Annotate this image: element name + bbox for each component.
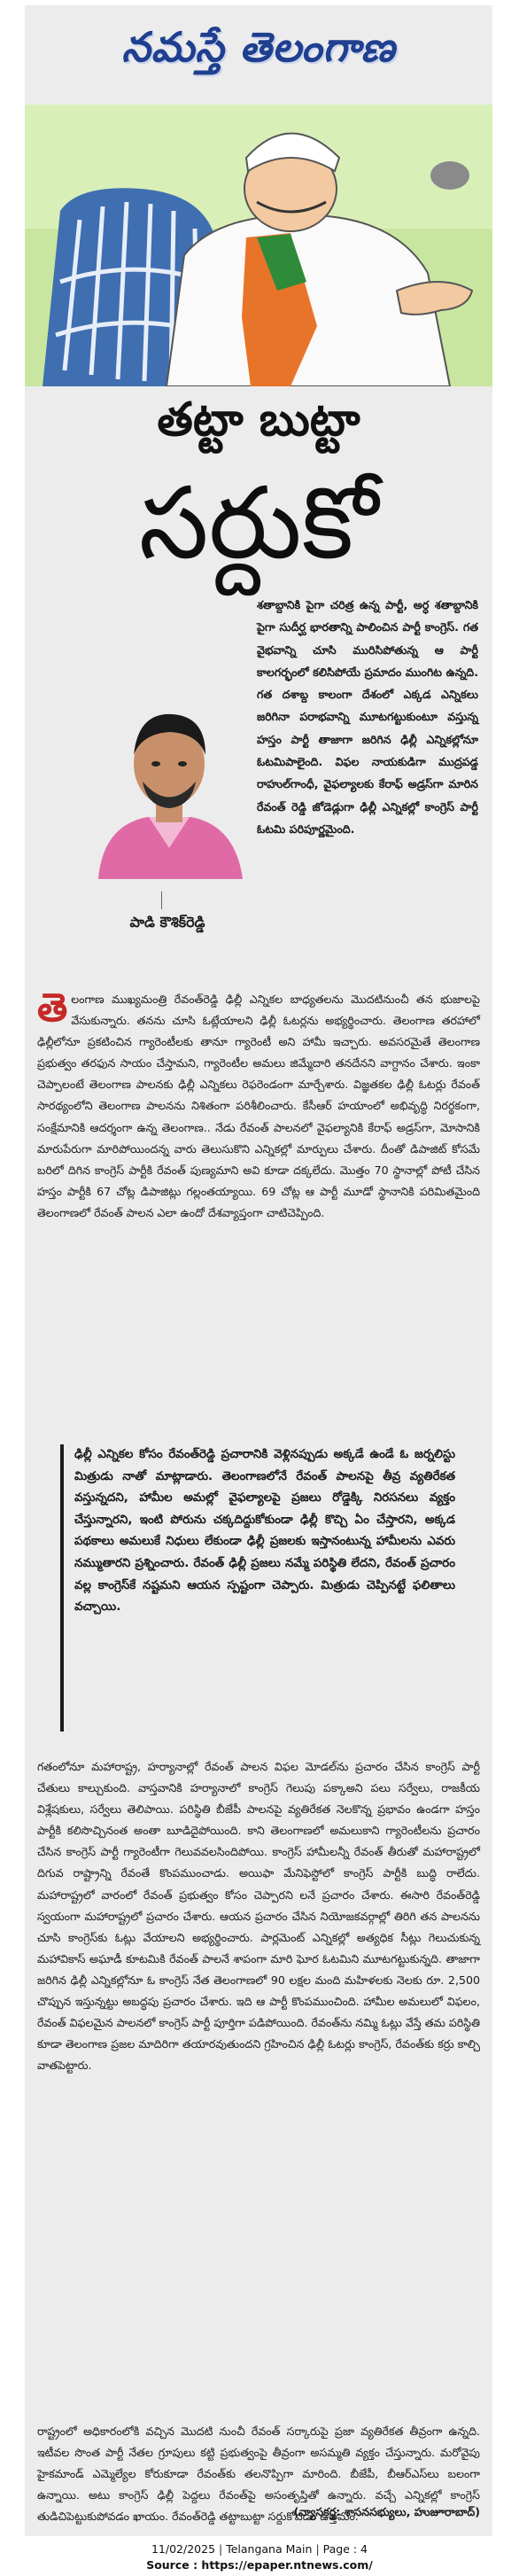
- drop-cap: తె: [37, 985, 68, 1031]
- footer-line-1: [0, 2541, 519, 2557]
- author-byline: పాడి కౌశిక్‌రెడ్డి: [129, 914, 205, 930]
- footer-page: Page : 4: [322, 2542, 368, 2556]
- author-signature: (వ్యాసకర్త: శాసనసభ్యులు, హుజూరాబాద్): [293, 2505, 480, 2518]
- article-card: [25, 5, 492, 2536]
- intro-paragraph: శతాబ్దానికి పైగా చరిత్ర ఉన్న పార్టీ, అర్ధ శతాబ్దానికి పైగా సుదీర్ఘ భారతాన్ని పాలించిన పార్టీ కాంగ్రెస్. గత వైభవాన్ని చూసి మురిసిపోతున్న ఆ పార్టీ కాలగర్భంలో కలిసిపోయే ప్రమాదం ముంగిట ఉన్నది. గత దశాబ్ద కాలంగా దేశంలో ఎక్కడ ఎన్నికలు జరిగినా పరాభవాన్ని మూటగట్టుకుంటూ వస్తున్న హస్తం పార్టీ తాజాగా జరిగిన ఢిల్లీ ఎన్నికల్లోనూ ఓటమిపాలైంది. విఫల నాయకుడిగా ముద్రపడ్డ రాహుల్‌గాంధీ, వైఫల్యాలకు కేరాఫ్ అడ్రస్‌గా మారిన రేవంత్ రెడ్డి జోడెడ్లుగా ఢిల్లీ ఎన్నికల్లో కాంగ్రెస్ పార్టీ ఓటమి పరిపూర్ణమైంది.: [257, 598, 478, 836]
- footer-edition: Telangana Main: [226, 2542, 313, 2556]
- footer-source[interactable]: Source : https://epaper.ntnews.com/: [146, 2558, 373, 2572]
- cartoon-illustration: [25, 105, 492, 386]
- masthead: [25, 5, 492, 99]
- footer-separator: |: [315, 2542, 323, 2556]
- pull-quote-text: ఢిల్లీ ఎన్నికల కోసం రేవంత్‌రెడ్డి ప్రచారానికి వెళ్లినప్పుడు అక్కడే ఉండే ఓ జర్నలిస్టు మిత్రుడు నాతో మాట్లాడారు. తెలంగాణలోనే రేవంత్ పాలనపై తీవ్ర వ్యతిరేకత వస్తున్నదని, హామీల అమల్లో వైఫల్యాలపై ప్రజలు రోడ్డెక్కి నిరసనలు వ్యక్తం చేస్తున్నారని, ఇంటి పోరును చక్కదిద్దుకోకుండా ఢిల్లీ కొచ్చి ఏం చేస్తారని, అక్కడ పథకాలు అమలుకే నిధులు లేకుండా ఢిల్లీ ప్రజలకు ఇస్తానంటున్న హామీలను ఎవరు నమ్ముతారని ప్రశ్నించారు. రేవంత్ ఢిల్లీ ప్రజలు నమ్మే పరిస్థితి లేదని, రేవంత్ ప్రచారం వల్ల కాంగ్రెస్‌కే నష్టమని ఆయన స్పష్టంగా చెప్పారు. మిత్రుడు చెప్పినట్టే ఫలితాలు వచ్చాయి.: [74, 1448, 455, 1615]
- author-photo: [94, 693, 244, 879]
- cartoon-politician-image: [25, 105, 492, 386]
- body-paragraph-1-text: లంగాణ ముఖ్యమంత్రి రేవంత్‌రెడ్డి ఢిల్లీ ఎన్నికల బాధ్యతలను మొదటినుంచీ తన భుజాలపై వేసుకున్నారు. తనను చూసి ఓట్లేయాలని ఢిల్లీ ఓటర్లను అభ్యర్థించారు. తెలంగాణ తరహాలో ఢిల్లీలోనూ ప్రకటించిన గ్యారెంటీలకు తానూ గ్యారెంటీ అని హామీ ఇచ్చారు. అవసరమైతే తెలంగాణ ప్రభుత్వం తరఫున సాయం చేస్తామని, గ్యారెంటీల అమలు జిమ్మేదారి తనదేనని వాగ్దానం చేశారు. ఇంకా చెప్పాలంటే తెలంగాణ పాలనకు ఢిల్లీ ఎన్నికలు రెఫరెండంగా మార్చేశారు. విజ్ఞతకల ఢిల్లీ ఓటర్లు రేవంత్ సారథ్యంలోని తెలంగాణ పాలనను నిశితంగా పరిశీలించారు. కేసీఆర్ హయాంలో అభివృద్ధి నిరర్థకంగా, సంక్షేమానికి ఆదర్శంగా ఉన్న తెలంగాణ.. నేడు రేవంత్ పాలనలో వైఫల్యానికి కేరాఫ్ అడ్రస్‌గా, మోసానికి మారుపేరుగా మారిపోయిందన్న వారు తెలుసుకొని ఎన్నికల్లో మార్పులు చేశారు. దీంతో డిపాజిట్ కోసమే బరిలో దిగిన కాంగ్రెస్ పార్టీకి రేవంత్ పుణ్యమాని అవి కూడా దక్కలేదు. మొత్తం 70 స్థానాల్లో పోటీ చేసిన హస్తం పార్టీకి 67 చోట్ల డిపాజిట్లు గల్లంతయ్యాయి. 69 చోట్ల ఆ పార్టీ మూడో స్థానానికి పరిమితమైంది తెలంగాణలో రేవంత్ పాలన ఎలా ఉందో దేశవ్యాప్తంగా చాటిచెప్పింది.: [37, 992, 480, 1219]
- page-footer: [0, 2541, 519, 2575]
- body-paragraph-1: [37, 985, 480, 1423]
- byline-divider: [161, 891, 162, 909]
- footer-date: 11/02/2025: [151, 2542, 216, 2556]
- pull-quote: [60, 1444, 457, 1732]
- headline-big: సర్దుకో: [138, 466, 379, 581]
- headline-small: తట్టా బుట్టా: [157, 393, 360, 447]
- author-portrait: [94, 693, 244, 879]
- body-paragraph-3: రాష్ట్రంలో అధికారంలోకి వచ్చిన మొదటి నుంచీ రేవంత్ సర్కారుపై ప్రజా వ్యతిరేకత తీవ్రంగా ఉన్నది. ఇటీవల సొంత పార్టీ నేతల గ్రూపులు కట్టి ప్రభుత్వంపై తీవ్రంగా అసమ్మతి వ్యక్తం చేస్తున్నారు. మరోవైపు హైకమాండ్ ఎమ్మెల్యేల కోరుకూడా రేవంత్‌కు తలనొప్పిగా మారింది. బీజేపీ, బీఆర్ఎస్‌లు బలంగా ఉన్నాయి. అటు కాంగ్రెస్ ఢిల్లీ పెద్దలు రేవంత్‌పై అసంతృప్తితో ఉన్నారు. వచ్చే ఎన్నికల్లో కాంగ్రెస్ తుడిచిపెట్టుకుపోవడం ఖాయం. రేవంత్‌రెడ్డి తట్టాబుట్టా సర్దుకోవడం ఉత్తమం.: [37, 2424, 480, 2524]
- body-paragraph-2: గతంలోనూ మహారాష్ట్ర, హర్యానాల్లో రేవంత్ పాలన విఫల మోడల్‌ను ప్రచారం చేసిన కాంగ్రెస్ పార్టీ చేతులు కాల్చుకుంది. వాస్తవానికి హర్యానాలో కాంగ్రెస్ గెలుపు పక్కాఅని పలు సర్వేలు, రాజకీయ విశ్లేషకులు, సర్వేలు తెలిపాయి. పరిస్థితి బీజేపీ పాలనపై వ్యతిరేకత నెలకొన్న ప్రభావం ఉండగా హస్తం పార్టీకి కలిసొచ్చినంత అంతా బూడిదైపోయింది. కాని తెలంగాణలో అమలుకాని గ్యారెంటీలను ప్రచారం చేసిన కాంగ్రెస్ పార్టీ గ్యారెంటీగా గెలువవలసిందిపోయి. కాంగ్రెస్ హామీలన్నీ రేవంత్ తీరుతో మహారాష్ట్రలో దిగువ రాష్ట్రాన్ని రేవంతే కొంపముంచాడు. అయిఫా మేనిఫెస్టోలో కాంగ్రెస్ పార్టీకి బుద్ధి రాలేదు. మహారాష్ట్రలో వారంలో రేవంత్ ప్రభుత్వం కోసం చెప్పారని లనే ప్రచారం చేశారు. ఈసారి రేవంత్‌రెడ్డి స్వయంగా మహారాష్ట్రలో ప్రచారం చేశారు. ఆయన ప్రచారం చేసిన నియోజకవర్గాల్లో తిరిగి తన పాలనను చూసి కాంగ్రెస్‌కు ఓట్లు వేయాలని అభ్యర్థించారు. పార్లమెంట్ ఎన్నికల్లో అత్యధిక సీట్లు గెలుచుకున్న మహావికాస్ అఘాడీ కూటమికి రేవంత్ పాలనే శాపంగా మారి ఘోర ఓటమిని మూటగట్టుకున్నది. తాజాగా జరిగిన ఢిల్లీ ఎన్నికల్లోనూ ఓ కాంగ్రెస్ నేత తెలంగాణలో 90 లక్షల మంది మహిళలకు నెలకు రూ. 2,500 చొప్పున ఇస్తున్నట్టు అబద్ధపు ప్రచారం చేశారు. ఇది ఆ పార్టీ కొంపముంచింది. హామీల అమలులో విఫలం, రేవంత్ విఫలమైన పాలనలో కాంగ్రెస్ పార్టీ పూర్తిగా పడిపోయింది. రేవంత్‌ను నమ్మి ఓట్లు వేస్తే తమ పరిస్థితి కూడా తెలంగాణ ప్రజల మాదిరిగా తయారవుతుందని గ్రహించిన ఢిల్లీ ఓటర్లు కాంగ్రెస్, రేవంత్‌కు కర్రు కాల్చి వాతపెట్టారు.: [37, 1760, 480, 2073]
- footer-separator: |: [219, 2542, 227, 2556]
- masthead-title: నమస్తే తెలంగాణ: [121, 23, 396, 71]
